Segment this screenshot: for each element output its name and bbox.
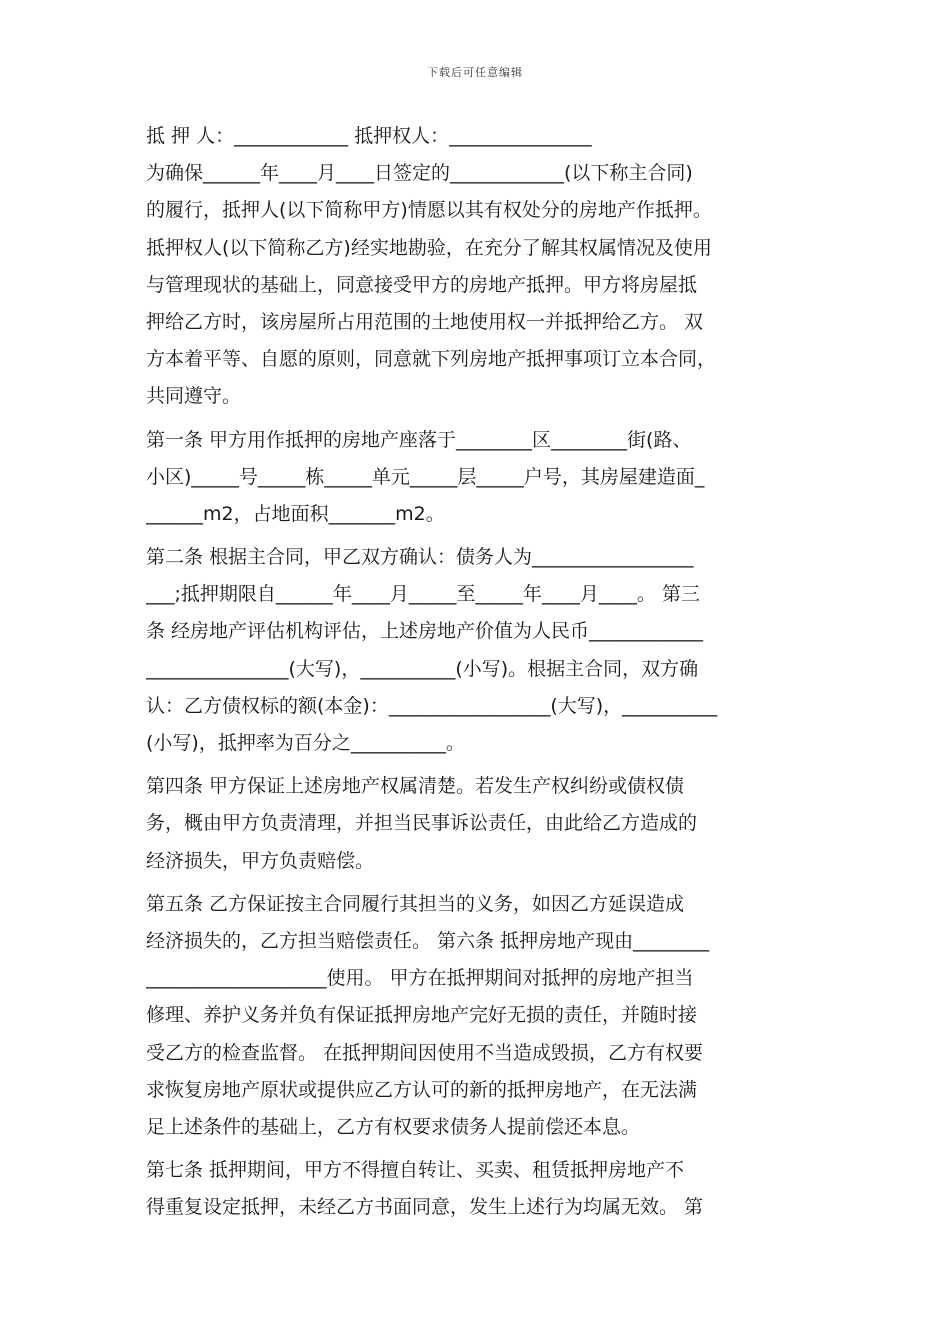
contract-text-line: _______________(大写)，__________(小写)。根据主合同，双方确 (146, 657, 699, 680)
contract-text-line: 条 经房地产评估机构评估，上述房地产价值为人民币____________ (146, 620, 704, 643)
contract-text-line: 经济损失，甲方负责赔偿。 (146, 849, 375, 872)
contract-text-line: 认：乙方债权标的额(本金)：_________________(大写)，__________ (146, 694, 718, 717)
contract-text-line: ___________________使用。 甲方在抵押期间对抵押的房地产担当 (146, 967, 694, 990)
contract-text-line: 押给乙方时，该房屋所占用范围的土地使用权一并抵押给乙方。 双 (146, 310, 704, 333)
contract-text-line: 共同遵守。 (146, 385, 242, 408)
contract-text-line: 为确保______年____月____日签定的____________(以下称主合同) (146, 162, 693, 185)
contract-text-line: (小写)，抵押率为百分之__________。 (146, 732, 465, 754)
page-header-note: 下载后可任意编辑 (427, 66, 523, 79)
contract-text-line: 务，概由甲方负责清理，并担当民事诉讼责任，由此给乙方造成的 (146, 812, 698, 835)
contract-text-line: 与管理现状的基础上，同意接受甲方的房地产抵押。甲方将房屋抵 (146, 273, 698, 296)
contract-text-line: 第一条 甲方用作抵押的房地产座落于________区________街(路、 (146, 428, 692, 451)
contract-text-line: ___;抵押期限自______年____月_____至_____年____月____。 第三 (146, 583, 700, 606)
contract-text-line: 小区)_____号_____栋_____单元_____层_____户号，其房屋建造面_ (146, 465, 705, 488)
contract-text-line: 的履行，抵押人(以下简称甲方)情愿以其有权处分的房地产作抵押。 (146, 199, 712, 222)
contract-text-line: 修理、养护义务并负有保证抵押房地产完好无损的责任，并随时接 (146, 1004, 698, 1027)
contract-text-line: 第二条 根据主合同，甲乙双方确认：债务人为_________________ (146, 546, 694, 569)
contract-body (146, 118, 808, 1226)
contract-text-line: 足上述条件的基础上，乙方有权要求债务人提前偿还本息。 (146, 1115, 641, 1138)
contract-text-line: 经济损失的，乙方担当赔偿责任。 第六条 抵押房地产现由________ (146, 929, 710, 952)
contract-text-line: 第七条 抵押期间，甲方不得擅自转让、买卖、租赁抵押房地产不 (146, 1159, 685, 1182)
contract-text-line: 第四条 甲方保证上述房地产权属清楚。若发生产权纠纷或债权债 (146, 775, 685, 798)
contract-text-line: 抵 押 人：____________ 抵押权人：_______________ (146, 125, 592, 147)
contract-text-line: 抵押权人(以下简称乙方)经实地勘验，在充分了解其权属情况及使用 (146, 236, 712, 259)
contract-text-line: 得重复设定抵押，未经乙方书面同意，发生上述行为均属无效。 第 (146, 1196, 704, 1219)
contract-text-line: 求恢复房地产原状或提供应乙方认可的新的抵押房地产，在无法满 (146, 1078, 698, 1101)
contract-text-line: 第五条 乙方保证按主合同履行其担当的义务，如因乙方延误造成 (146, 892, 685, 915)
contract-text-line: ______m2，占地面积_______m2。 (146, 502, 445, 525)
contract-text-line: 方本着平等、自愿的原则，同意就下列房地产抵押事项订立本合同， (146, 348, 717, 371)
contract-text-line: 受乙方的检查监督。 在抵押期间因使用不当造成毁损，乙方有权要 (146, 1041, 704, 1064)
